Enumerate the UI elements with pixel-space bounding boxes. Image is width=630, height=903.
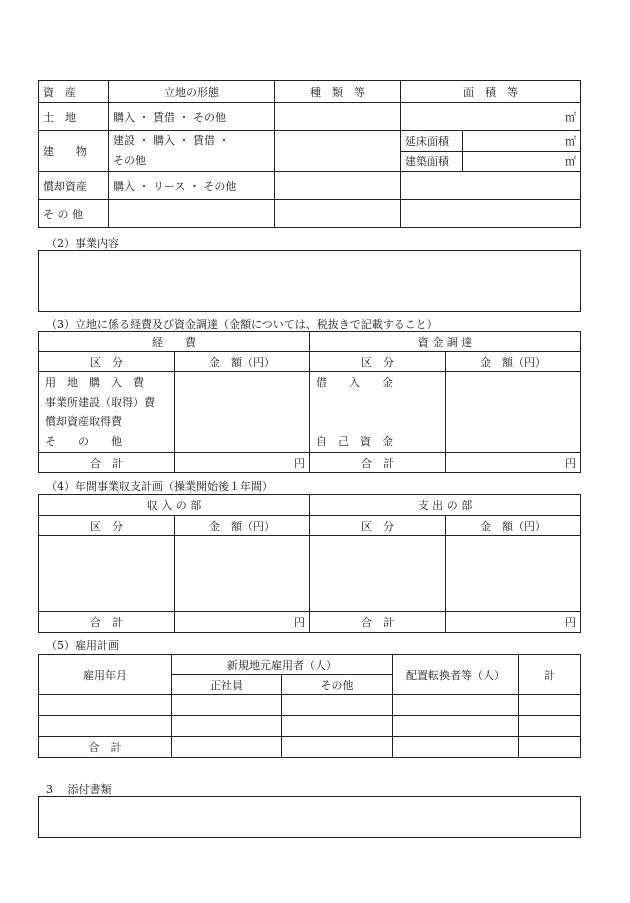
expense-items-cell [39, 372, 175, 453]
building-area-unit[interactable]: ㎡ [463, 151, 581, 172]
funding-header: 資 金 調 達 [310, 332, 581, 352]
business-content-box[interactable] [38, 250, 581, 312]
funding-item-own: 自 己 資 金 [316, 435, 393, 448]
depreciable-type-cell[interactable] [275, 172, 401, 200]
other-area-cell[interactable] [401, 200, 581, 228]
attachments-title: 3 添付書類 [46, 783, 112, 796]
expenditure-amount-header: 金 額（円） [446, 516, 581, 536]
building-label: 建 物 [39, 131, 109, 172]
employment-table [38, 654, 581, 758]
funding-total-yen[interactable]: 円 [446, 453, 581, 473]
section4-title: （4）年間事業収支計画（操業開始後１年間） [46, 480, 273, 493]
depreciable-form-options[interactable]: 購入 ・ リース ・ その他 [109, 172, 275, 200]
section3-title: （3）立地に係る経費及び資金調達（金額については、税抜きで記載すること） [46, 318, 438, 331]
employment-total-transfer[interactable] [393, 737, 519, 758]
expenses-header: 経 費 [39, 332, 310, 352]
section5-title: （5）雇用計画 [46, 639, 119, 652]
other-label: そ の 他 [39, 200, 109, 228]
floor-area-label: 延床面積 [401, 131, 463, 152]
other-type-cell[interactable] [275, 200, 401, 228]
depreciable-area-cell[interactable] [401, 172, 581, 200]
land-type-cell[interactable] [275, 103, 401, 131]
employment-row-1-month[interactable] [39, 695, 172, 716]
expenditure-category-cell[interactable] [310, 536, 446, 612]
building-form-line1: 建設 ・ 購入 ・ 賃借 ・ [113, 134, 230, 147]
depreciable-label: 償却資産 [39, 172, 109, 200]
attachments-box[interactable] [38, 796, 581, 838]
building-area-label: 建築面積 [401, 151, 463, 172]
new-local-header: 新規地元雇用者（人） [172, 655, 393, 675]
expenses-total-yen[interactable]: 円 [175, 453, 310, 473]
building-type-cell[interactable] [275, 131, 401, 172]
employment-total-other[interactable] [282, 737, 393, 758]
expense-item-building: 事業所建設（取得）費 [45, 395, 155, 409]
income-category-cell[interactable] [39, 536, 175, 612]
income-expense-table [38, 494, 581, 633]
employment-total-sum[interactable] [519, 737, 581, 758]
expenditure-category-header: 区 分 [310, 516, 446, 536]
employment-row-2-total[interactable] [519, 716, 581, 737]
employment-row-2-other[interactable] [282, 716, 393, 737]
land-area-unit[interactable]: ㎡ [401, 103, 581, 131]
expenditure-header: 支 出 の 部 [310, 495, 581, 516]
floor-area-unit[interactable]: ㎡ [463, 131, 581, 152]
employment-row-2-month[interactable] [39, 716, 172, 737]
expense-item-depreciable: 償却資産取得費 [45, 415, 122, 429]
funding-total-label: 合 計 [310, 453, 446, 473]
land-label: 土 地 [39, 103, 109, 131]
employment-total-regular[interactable] [172, 737, 282, 758]
expenditure-total-yen[interactable]: 円 [446, 612, 581, 633]
funding-item-loan: 借 入 金 [316, 376, 393, 389]
income-header: 収 入 の 部 [39, 495, 310, 516]
employment-row-2-regular[interactable] [172, 716, 282, 737]
assets-header-type: 種 類 等 [275, 81, 401, 103]
employment-row-1-regular[interactable] [172, 695, 282, 716]
expenses-category-header: 区 分 [39, 352, 175, 372]
other-form-cell[interactable] [109, 200, 275, 228]
income-amount-cell[interactable] [175, 536, 310, 612]
expenses-total-label: 合 計 [39, 453, 175, 473]
assets-table [38, 80, 581, 228]
expense-amounts-cell[interactable] [175, 372, 310, 453]
funding-amounts-cell[interactable] [446, 372, 581, 453]
income-total-yen[interactable]: 円 [175, 612, 310, 633]
land-form-options[interactable]: 購入 ・ 賃借 ・ その他 [109, 103, 275, 131]
regular-employee-header: 正社員 [172, 675, 282, 695]
other-employee-header: その他 [282, 675, 393, 695]
income-amount-header: 金 額（円） [175, 516, 310, 536]
employment-row-1-other[interactable] [282, 695, 393, 716]
funding-category-header: 区 分 [310, 352, 446, 372]
employment-row-1-transfer[interactable] [393, 695, 519, 716]
expenditure-amount-cell[interactable] [446, 536, 581, 612]
funding-amount-header: 金 額（円） [446, 352, 581, 372]
income-total-label: 合 計 [39, 612, 175, 633]
expense-item-other: そ の 他 [45, 434, 122, 448]
assets-header-asset: 資 産 [39, 81, 109, 103]
section2-title: （2）事業内容 [46, 237, 119, 250]
assets-header-form: 立地の形態 [109, 81, 275, 103]
funding-items-cell [310, 372, 446, 453]
income-category-header: 区 分 [39, 516, 175, 536]
building-form-line2: その他 [113, 154, 146, 167]
building-form-options[interactable] [109, 131, 275, 172]
transfer-header: 配置転換者等（人） [393, 655, 519, 695]
employment-total-header: 計 [519, 655, 581, 695]
employment-total-label: 合 計 [39, 737, 172, 758]
employment-row-2-transfer[interactable] [393, 716, 519, 737]
year-month-header: 雇用年月 [39, 655, 172, 695]
employment-row-1-total[interactable] [519, 695, 581, 716]
expenses-amount-header: 金 額（円） [175, 352, 310, 372]
expenses-funding-table [38, 331, 581, 473]
expense-item-land: 用 地 購 入 費 [45, 376, 144, 389]
expenditure-total-label: 合 計 [310, 612, 446, 633]
assets-header-area: 面 積 等 [401, 81, 581, 103]
